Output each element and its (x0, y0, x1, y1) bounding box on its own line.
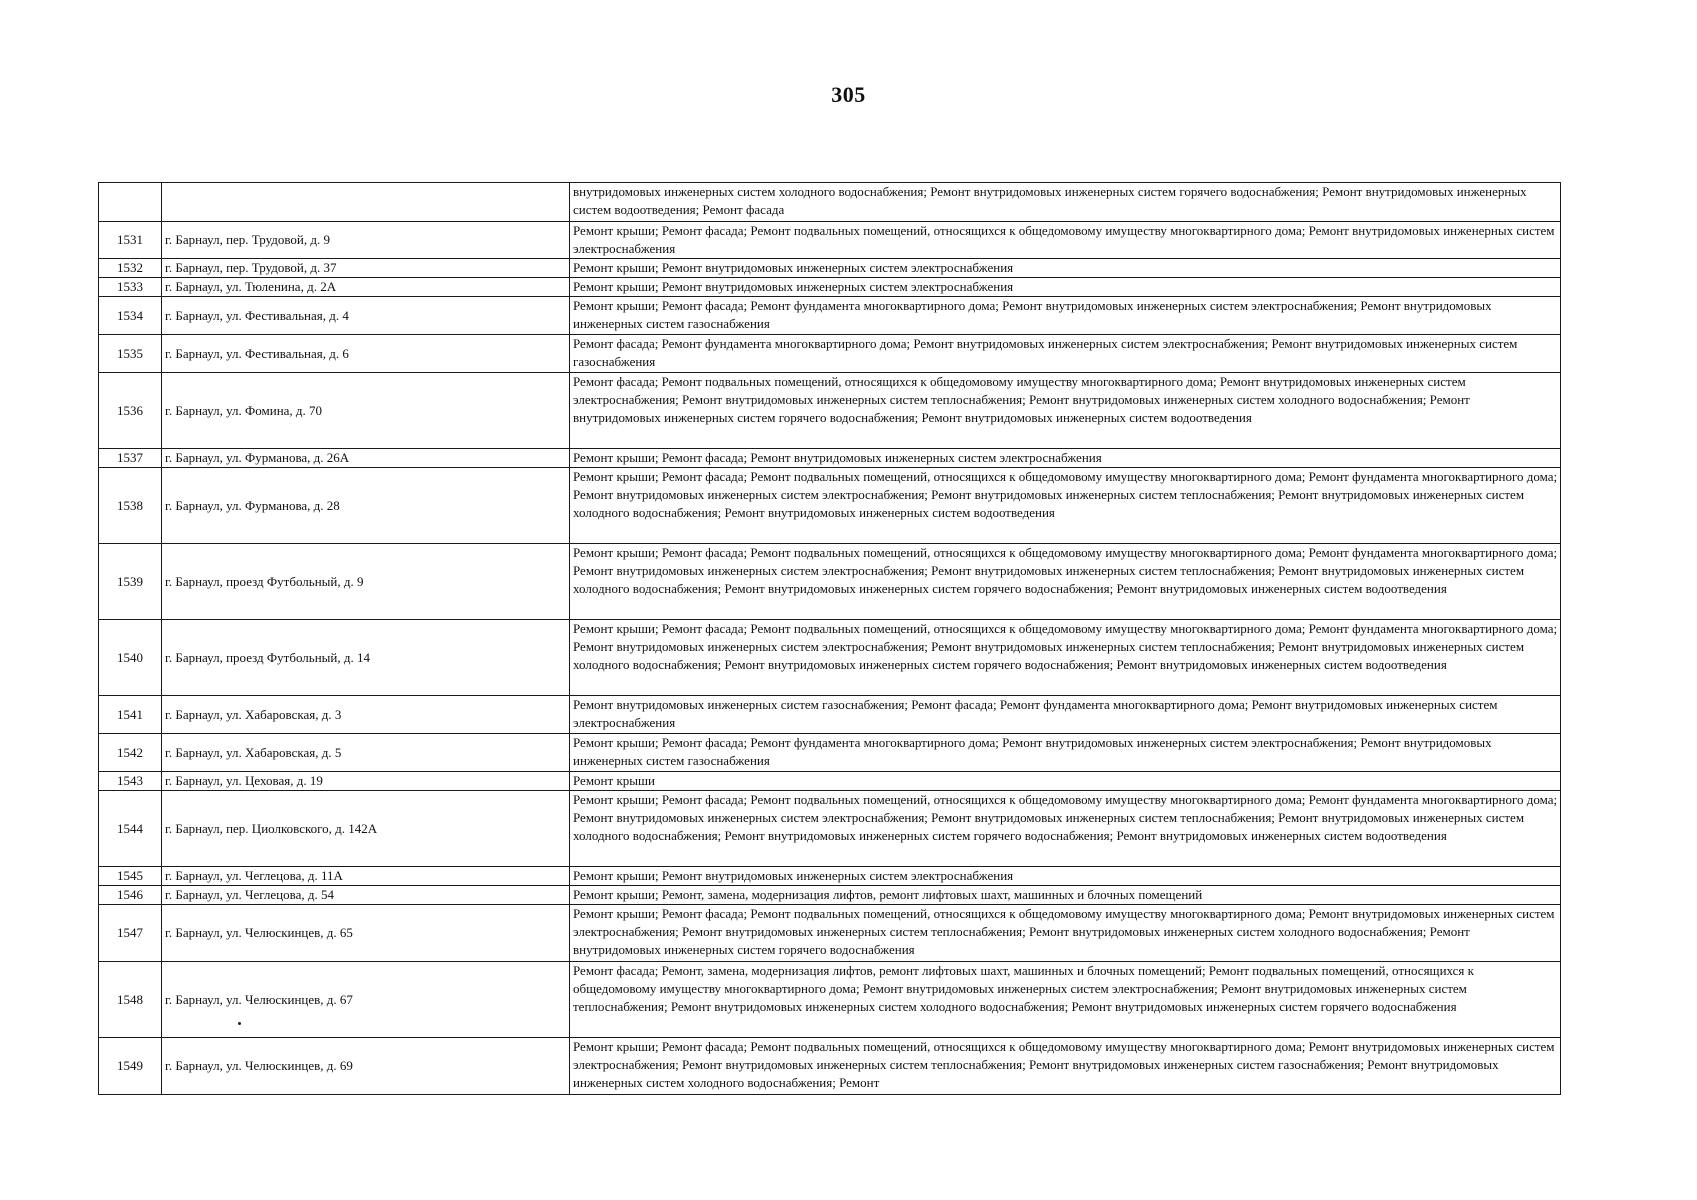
row-number: 1540 (99, 620, 162, 696)
row-work: Ремонт крыши; Ремонт фасада; Ремонт подвальных помещений, относящихся к общедомовому имуществу многоквартирного дома; Ремонт внутридомовых инженерных систем электроснабжения; Ремонт внутридомовых инженерных систем теплоснабжения; Ремонт внутридомовых инженерных систем холодного водоснабжения; Ремонт внутридомовых инженерных систем горячего водоснабжения (570, 905, 1561, 962)
row-address: г. Барнаул, ул. Фестивальная, д. 6 (162, 335, 570, 373)
row-address (162, 183, 570, 222)
row-address: г. Барнаул, ул. Чеглецова, д. 54 (162, 886, 570, 905)
row-work: Ремонт крыши; Ремонт внутридомовых инженерных систем электроснабжения (570, 259, 1561, 278)
row-address: г. Барнаул, ул. Тюленина, д. 2А (162, 278, 570, 297)
row-work: Ремонт фасада; Ремонт подвальных помещений, относящихся к общедомовому имуществу многоквартирного дома; Ремонт внутридомовых инженерных систем электроснабжения; Ремонт внутридомовых инженерных систем теплоснабжения; Ремонт внутридомовых инженерных систем холодного водоснабжения; Ремонт внутридомовых инженерных систем горячего водоснабжения; Ремонт внутридомовых инженерных систем водоотведения (570, 373, 1561, 449)
table-row (99, 544, 1561, 620)
table-row (99, 620, 1561, 696)
row-address: г. Барнаул, ул. Цеховая, д. 19 (162, 772, 570, 791)
table-row (99, 772, 1561, 791)
row-address: г. Барнаул, проезд Футбольный, д. 9 (162, 544, 570, 620)
row-address: г. Барнаул, ул. Челюскинцев, д. 65 (162, 905, 570, 962)
row-number: 1546 (99, 886, 162, 905)
row-work: Ремонт крыши; Ремонт фасада; Ремонт фундамента многоквартирного дома; Ремонт внутридомовых инженерных систем электроснабжения; Ремонт внутридомовых инженерных систем газоснабжения (570, 734, 1561, 772)
row-address: г. Барнаул, пер. Трудовой, д. 37 (162, 259, 570, 278)
table-row (99, 905, 1561, 962)
row-work: Ремонт фасада; Ремонт фундамента многоквартирного дома; Ремонт внутридомовых инженерных систем электроснабжения; Ремонт внутридомовых инженерных систем газоснабжения (570, 335, 1561, 373)
row-address: г. Барнаул, ул. Чеглецова, д. 11А (162, 867, 570, 886)
row-number: 1538 (99, 468, 162, 544)
row-work: Ремонт крыши; Ремонт, замена, модернизация лифтов, ремонт лифтовых шахт, машинных и блочных помещений (570, 886, 1561, 905)
row-number: 1536 (99, 373, 162, 449)
table-row (99, 278, 1561, 297)
table-row (99, 183, 1561, 222)
table-row (99, 259, 1561, 278)
row-number: 1535 (99, 335, 162, 373)
row-number: 1545 (99, 867, 162, 886)
table-row (99, 696, 1561, 734)
row-address: г. Барнаул, ул. Фомина, д. 70 (162, 373, 570, 449)
row-number: 1549 (99, 1038, 162, 1095)
row-address: г. Барнаул, ул. Хабаровская, д. 3 (162, 696, 570, 734)
row-address: г. Барнаул, пер. Трудовой, д. 9 (162, 222, 570, 259)
row-number: 1537 (99, 449, 162, 468)
row-number: 1533 (99, 278, 162, 297)
row-work: Ремонт крыши (570, 772, 1561, 791)
row-work: внутридомовых инженерных систем холодного водоснабжения; Ремонт внутридомовых инженерных систем горячего водоснабжения; Ремонт внутридомовых инженерных систем водоотведения; Ремонт фасада (570, 183, 1561, 222)
table-row (99, 1038, 1561, 1095)
row-address: г. Барнаул, ул. Фурманова, д. 28 (162, 468, 570, 544)
row-number: 1534 (99, 297, 162, 335)
row-address: г. Барнаул, проезд Футбольный, д. 14 (162, 620, 570, 696)
row-address: г. Барнаул, ул. Челюскинцев, д. 67 (162, 962, 570, 1038)
table-row (99, 791, 1561, 867)
page-number: 305 (831, 82, 866, 107)
row-work: Ремонт крыши; Ремонт фасада; Ремонт фундамента многоквартирного дома; Ремонт внутридомовых инженерных систем электроснабжения; Ремонт внутридомовых инженерных систем газоснабжения (570, 297, 1561, 335)
row-number: 1543 (99, 772, 162, 791)
row-number: 1544 (99, 791, 162, 867)
row-work: Ремонт крыши; Ремонт внутридомовых инженерных систем электроснабжения (570, 278, 1561, 297)
row-work: Ремонт крыши; Ремонт внутридомовых инженерных систем электроснабжения (570, 867, 1561, 886)
row-work: Ремонт фасада; Ремонт, замена, модернизация лифтов, ремонт лифтовых шахт, машинных и блочных помещений; Ремонт подвальных помещений, относящихся к общедомовому имуществу многоквартирного дома; Ремонт внутридомовых инженерных систем электроснабжения; Ремонт внутридомовых инженерных систем теплоснабжения; Ремонт внутридомовых инженерных систем холодного водоснабжения; Ремонт внутридомовых инженерных систем горячего водоснабжения (570, 962, 1561, 1038)
table-row (99, 734, 1561, 772)
row-address: г. Барнаул, ул. Челюскинцев, д. 69 (162, 1038, 570, 1095)
row-work: Ремонт крыши; Ремонт фасада; Ремонт подвальных помещений, относящихся к общедомовому имуществу многоквартирного дома; Ремонт внутридомовых инженерных систем электроснабжения (570, 222, 1561, 259)
row-work: Ремонт крыши; Ремонт фасада; Ремонт подвальных помещений, относящихся к общедомовому имуществу многоквартирного дома; Ремонт фундамента многоквартирного дома; Ремонт внутридомовых инженерных систем электроснабжения; Ремонт внутридомовых инженерных систем теплоснабжения; Ремонт внутридомовых инженерных систем холодного водоснабжения; Ремонт внутридомовых инженерных систем горячего водоснабжения; Ремонт внутридомовых инженерных систем водоотведения (570, 620, 1561, 696)
repair-table (98, 182, 1561, 1095)
row-work: Ремонт крыши; Ремонт фасада; Ремонт подвальных помещений, относящихся к общедомовому имуществу многоквартирного дома; Ремонт фундамента многоквартирного дома; Ремонт внутридомовых инженерных систем электроснабжения; Ремонт внутридомовых инженерных систем теплоснабжения; Ремонт внутридомовых инженерных систем холодного водоснабжения; Ремонт внутридомовых инженерных систем горячего водоснабжения; Ремонт внутридомовых инженерных систем водоотведения (570, 544, 1561, 620)
row-work: Ремонт крыши; Ремонт фасада; Ремонт подвальных помещений, относящихся к общедомовому имуществу многоквартирного дома; Ремонт фундамента многоквартирного дома; Ремонт внутридомовых инженерных систем электроснабжения; Ремонт внутридомовых инженерных систем теплоснабжения; Ремонт внутридомовых инженерных систем холодного водоснабжения; Ремонт внутридомовых инженерных систем горячего водоснабжения; Ремонт внутридомовых инженерных систем водоотведения (570, 791, 1561, 867)
row-number: 1548 (99, 962, 162, 1038)
row-work: Ремонт крыши; Ремонт фасада; Ремонт подвальных помещений, относящихся к общедомовому имуществу многоквартирного дома; Ремонт фундамента многоквартирного дома; Ремонт внутридомовых инженерных систем электроснабжения; Ремонт внутридомовых инженерных систем теплоснабжения; Ремонт внутридомовых инженерных систем холодного водоснабжения; Ремонт внутридомовых инженерных систем водоотведения (570, 468, 1561, 544)
row-number: 1531 (99, 222, 162, 259)
table-row (99, 962, 1561, 1038)
row-address: г. Барнаул, ул. Фестивальная, д. 4 (162, 297, 570, 335)
scan-speck (238, 1022, 241, 1025)
row-number: 1532 (99, 259, 162, 278)
row-work: Ремонт крыши; Ремонт фасада; Ремонт внутридомовых инженерных систем электроснабжения (570, 449, 1561, 468)
row-address: г. Барнаул, ул. Хабаровская, д. 5 (162, 734, 570, 772)
row-number: 1539 (99, 544, 162, 620)
row-number: 1542 (99, 734, 162, 772)
row-work: Ремонт внутридомовых инженерных систем газоснабжения; Ремонт фасада; Ремонт фундамента многоквартирного дома; Ремонт внутридомовых инженерных систем электроснабжения (570, 696, 1561, 734)
table-row (99, 468, 1561, 544)
table-row (99, 297, 1561, 335)
table-row (99, 335, 1561, 373)
row-address: г. Барнаул, пер. Циолковского, д. 142А (162, 791, 570, 867)
table-row (99, 373, 1561, 449)
table-row (99, 222, 1561, 259)
row-number: 1541 (99, 696, 162, 734)
table-row (99, 449, 1561, 468)
row-number (99, 183, 162, 222)
row-number: 1547 (99, 905, 162, 962)
row-address: г. Барнаул, ул. Фурманова, д. 26А (162, 449, 570, 468)
row-work: Ремонт крыши; Ремонт фасада; Ремонт подвальных помещений, относящихся к общедомовому имуществу многоквартирного дома; Ремонт внутридомовых инженерных систем электроснабжения; Ремонт внутридомовых инженерных систем теплоснабжения; Ремонт внутридомовых инженерных систем газоснабжения; Ремонт внутридомовых инженерных систем холодного водоснабжения; Ремонт (570, 1038, 1561, 1095)
table-row (99, 867, 1561, 886)
table-row (99, 886, 1561, 905)
